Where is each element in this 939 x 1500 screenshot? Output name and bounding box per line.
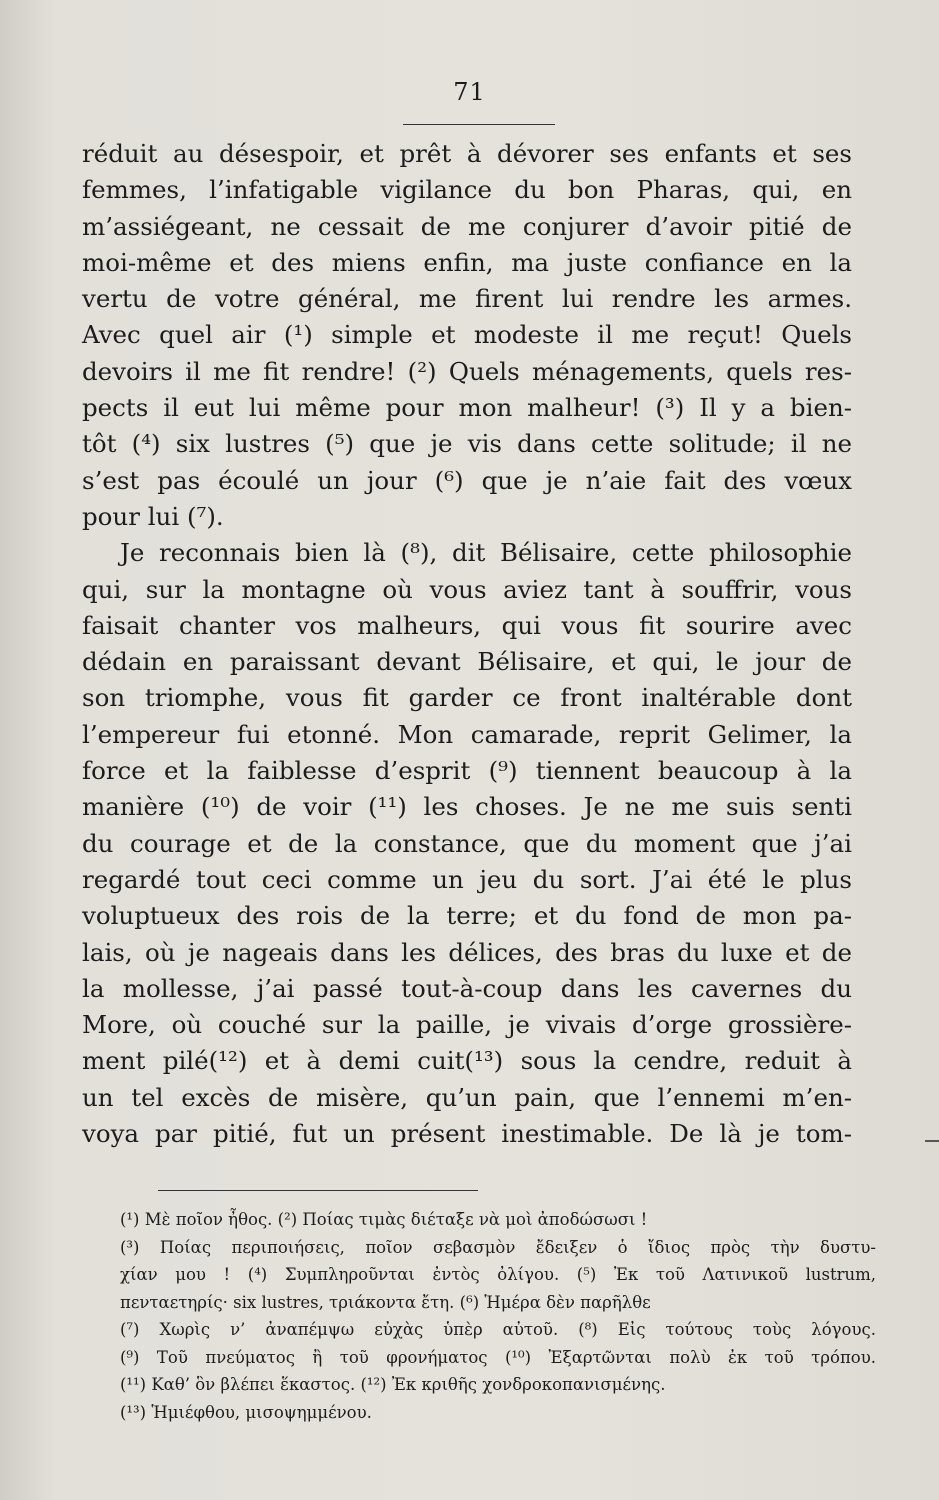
- body-line: vertu de votre général, me firent lui rendre les armes.: [82, 284, 852, 314]
- body-line: Avec quel air (¹) simple et modeste il me reçut! Quels: [82, 320, 852, 350]
- body-line: regardé tout ceci comme un jeu du sort. J’ai été le plus: [82, 864, 852, 894]
- body-line: son triomphe, vous fit garder ce front inaltérable dont: [82, 683, 852, 713]
- footnote-line: (³) Ποίας περιποιήσεις, ποῖον σεβασμὸν ἔδειξεν ὁ ἴδιος πρὸς τὴν δυστυ-: [120, 1237, 876, 1257]
- body-line: moi-même et des miens enfin, ma juste confiance en la: [82, 247, 852, 277]
- body-line: réduit au désespoir, et prêt à dévorer ses enfants et ses: [82, 139, 852, 168]
- body-line: tôt (⁴) six lustres (⁵) que je vis dans cette solitude; il ne: [82, 429, 852, 459]
- body-line: More, où couché sur la paille, je vivais d’orge grossière-: [82, 1010, 852, 1040]
- body-line: du courage et de la constance, que du moment que j’ai: [82, 828, 852, 858]
- body-line: pects il eut lui même pour mon malheur! (³) Il y a bien-: [82, 393, 852, 423]
- body-line: un tel excès de misère, qu’un pain, que l’ennemi m’en-: [82, 1082, 852, 1112]
- body-line: faisait chanter vos malheurs, qui vous fit sourire avec: [82, 610, 852, 640]
- header-rule: [403, 124, 555, 125]
- body-line: devoirs il me fit rendre! (²) Quels ménagements, quels res-: [82, 356, 852, 386]
- body-line: manière (¹⁰) de voir (¹¹) les choses. Je ne me suis senti: [82, 792, 852, 822]
- footnote-line: (⁹) Τοῦ πνεύματος ἢ τοῦ φρονήματος (¹⁰) Ἐξαρτῶνται πολὺ ἐκ τοῦ τρόπου.: [120, 1347, 876, 1367]
- body-line: la mollesse, j’ai passé tout-à-coup dans les cavernes du: [82, 973, 852, 1003]
- body-line: voluptueux des rois de la terre; et du fond de mon pa-: [82, 901, 852, 931]
- footnote-rule: [158, 1190, 478, 1191]
- body-line: Je reconnais bien là (⁸), dit Bélisaire, cette philosophie: [120, 538, 852, 568]
- body-line: pour lui (⁷).: [82, 501, 224, 531]
- footnote-line: (⁷) Χωρὶς ν’ ἀναπέμψω εὐχὰς ὑπὲρ αὐτοῦ. (⁸) Εἰς τούτους τοὺς λόγους.: [120, 1320, 876, 1339]
- body-line: dédain en paraissant devant Bélisaire, et qui, le jour de: [82, 647, 852, 677]
- body-line: femmes, l’infatigable vigilance du bon Pharas, qui, en: [82, 175, 852, 205]
- footnotes: [120, 1206, 876, 1426]
- body-line: l’empereur fui etonné. Mon camarade, reprit Gelimer, la: [82, 719, 852, 749]
- body-line: lais, où je nageais dans les délices, des bras du luxe et de: [82, 937, 852, 967]
- footnote-line: χίαν μου ! (⁴) Συμπληροῦνται ἐντὸς ὀλίγου. (⁵) Ἐκ τοῦ Λατινικοῦ lustrum,: [120, 1265, 876, 1284]
- footnote-line: (¹) Μὲ ποῖον ἦθος. (²) Ποίας τιμὰς διέταξε νὰ μοὶ ἀποδώσωσι !: [120, 1210, 648, 1229]
- body-line: force et la faiblesse d’esprit (⁹) tiennent beaucoup à la: [82, 756, 852, 786]
- footnote-line: (¹¹) Καθ’ ὃν βλέπει ἕκαστος. (¹²) Ἐκ κριθῆς χονδροκοπανισμένης.: [120, 1375, 666, 1394]
- body-line: s’est pas écoulé un jour (⁶) que je n’aie fait des vœux: [82, 465, 852, 495]
- footnote-line: (¹³) Ἡμιέφθου, μισοψημμένου.: [120, 1402, 372, 1422]
- body-line: ment pilé(¹²) et à demi cuit(¹³) sous la cendre, reduit à: [82, 1046, 852, 1076]
- edge-mark: [925, 1140, 939, 1142]
- page-number: 71: [453, 78, 486, 106]
- footnote-line: πενταετηρίς· six lustres, τριάκοντα ἔτη. (⁶) Ἡμέρα δὲν παρῆλθε: [120, 1292, 651, 1312]
- body-line: m’assiégeant, ne cessait de me conjurer d’avoir pitié de: [82, 211, 852, 241]
- body-line: qui, sur la montagne où vous aviez tant à souffrir, vous: [82, 574, 852, 604]
- body-text: [82, 136, 852, 1152]
- body-line: voya par pitié, fut un présent inestimable. De là je tom-: [82, 1119, 852, 1149]
